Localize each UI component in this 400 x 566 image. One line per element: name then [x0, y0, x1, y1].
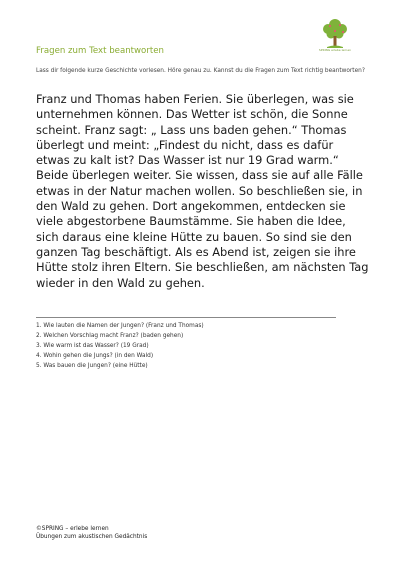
question-item: 3. Wie warm ist das Wasser? (19 Grad) [36, 343, 149, 349]
logo-caption: SPRING erlebe lernen [318, 48, 352, 52]
tree-logo-icon [318, 16, 352, 52]
page-title: Fragen zum Text beantworten [36, 46, 164, 56]
question-item: 5. Was bauen die Jungen? (eine Hütte) [36, 363, 148, 369]
footer-subtitle: Übungen zum akustischen Gedächtnis [36, 534, 148, 541]
question-item: 4. Wohin gehen die Jungs? (in den Wald) [36, 353, 154, 359]
question-item: 2. Welchen Vorschlag macht Franz? (baden gehen) [36, 333, 184, 339]
footer [36, 525, 147, 541]
story-text: Franz und Thomas haben Ferien. Sie überlegen, was sie unternehmen können. Das Wetter ist schön, die Sonne scheint. Franz sagt: „ Lass uns baden gehen.“ Thomas überlegt und meint: „Findest du nicht, dass es dafür etwas zu kalt ist? Das Wasser ist nur 19 Grad warm.“ Beide überlegen weiter. Sie wissen, dass sie auf alle Fälle etwas in der Natur machen wollen. So beschließen sie, in den Wald zu gehen. Dort angekommen, entdecken sie viele abgestorbene Baumstämme. Sie haben die Idee, sich daraus eine kleine Hütte zu bauen. So sind sie den ganzen Tag beschäftigt. Als es Abend ist, zeigen sie ihre Hütte stolz ihren Eltern. Sie beschließen, am nächsten Tag wieder in den Wald zu gehen. [36, 92, 369, 290]
question-item: 1. Wie lauten die Namen der Jungen? (Franz und Thomas) [36, 323, 204, 329]
divider-line [36, 317, 336, 318]
question-list [36, 321, 366, 371]
instructions-text: Lass dir folgende kurze Geschichte vorlesen. Höre genau zu. Kannst du die Fragen zum Text richtig beantworten? [36, 68, 365, 74]
footer-copyright: ©SPRING – erlebe lernen [36, 526, 109, 532]
